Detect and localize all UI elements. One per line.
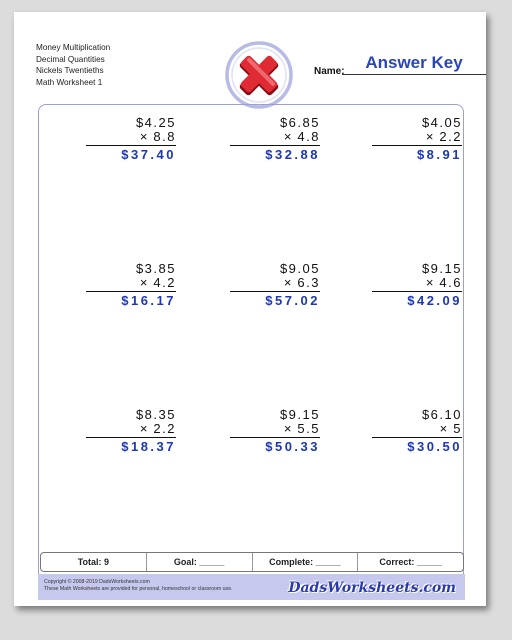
product-answer: $37.40 <box>121 147 176 162</box>
multiplier-row <box>86 130 176 144</box>
times-sign: × <box>425 275 434 290</box>
multiplicand: $6.85 <box>279 115 320 130</box>
times-sign: × <box>139 129 148 144</box>
red-x-icon <box>224 40 294 110</box>
problem-3 <box>372 116 462 162</box>
product-answer: $50.33 <box>265 439 320 454</box>
copyright-line-1: Copyright © 2008-2019 DadsWorksheets.com <box>44 579 150 585</box>
copyright-line-2: These Math Worksheets are provided for personal, homeschool or classroom use. <box>44 586 233 592</box>
goal-cell: Goal: _____ <box>147 553 253 571</box>
multiplier-row <box>230 130 320 144</box>
times-sign: × <box>283 129 292 144</box>
product-answer: $30.50 <box>407 439 462 454</box>
problem-8 <box>230 408 320 454</box>
multiplier: 4.2 <box>153 275 176 290</box>
product-answer: $32.88 <box>265 147 320 162</box>
title-line-4: Math Worksheet 1 <box>36 77 103 87</box>
answer-bar <box>372 145 462 146</box>
multiplier: 8.8 <box>153 129 176 144</box>
problem-1 <box>86 116 176 162</box>
title-line-2: Decimal Quantities <box>36 54 105 64</box>
times-sign: × <box>439 421 448 436</box>
times-sign: × <box>283 275 292 290</box>
problems-frame <box>38 104 464 590</box>
product-answer: $16.17 <box>121 293 176 308</box>
total-cell: Total: 9 <box>41 553 147 571</box>
complete-cell: Complete: _____ <box>253 553 359 571</box>
multiplier-row <box>372 130 462 144</box>
answer-bar <box>86 145 176 146</box>
answer-bar <box>230 437 320 438</box>
times-sign: × <box>425 129 434 144</box>
multiplier-row <box>372 276 462 290</box>
answer-key-text: Answer Key <box>365 53 463 72</box>
answer-bar <box>230 145 320 146</box>
answer-bar <box>86 437 176 438</box>
multiplier: 4.6 <box>439 275 462 290</box>
score-row <box>40 552 464 572</box>
problem-2 <box>230 116 320 162</box>
answer-bar <box>86 291 176 292</box>
answer-bar <box>372 291 462 292</box>
title-line-1: Money Multiplication <box>36 43 111 52</box>
product-answer: $8.91 <box>416 147 462 162</box>
multiplier-row <box>86 422 176 436</box>
multiplier: 6.3 <box>297 275 320 290</box>
product-answer: $57.02 <box>265 293 320 308</box>
worksheet-page <box>14 12 486 606</box>
multiplier: 2.2 <box>439 129 462 144</box>
multiplicand: $9.15 <box>421 261 462 276</box>
correct-cell: Correct: _____ <box>379 557 442 567</box>
multiplicand: $9.15 <box>279 407 320 422</box>
answer-bar <box>372 437 462 438</box>
problem-4 <box>86 262 176 308</box>
problem-6 <box>372 262 462 308</box>
multiplier: 5.5 <box>297 421 320 436</box>
problem-7 <box>86 408 176 454</box>
multiplier: 4.8 <box>297 129 320 144</box>
copyright-notice <box>44 579 232 593</box>
problem-5 <box>230 262 320 308</box>
problem-9 <box>372 408 462 454</box>
multiplicand: $9.05 <box>279 261 320 276</box>
title-line-3: Nickels Twentieths <box>36 66 104 75</box>
multiplier: 2.2 <box>153 421 176 436</box>
answer-bar <box>230 291 320 292</box>
multiplier-row <box>86 276 176 290</box>
product-answer: $42.09 <box>407 293 462 308</box>
times-sign: × <box>139 275 148 290</box>
multiplier-row <box>372 422 462 436</box>
multiplicand: $4.25 <box>135 115 176 130</box>
name-label: Name: <box>314 66 345 77</box>
multiplicand: $3.85 <box>135 261 176 276</box>
brand-logo: DadsWorksheets.com <box>288 580 456 596</box>
product-answer: $18.37 <box>121 439 176 454</box>
times-sign: × <box>283 421 292 436</box>
multiplier-row <box>230 422 320 436</box>
multiplier: 5 <box>453 421 462 436</box>
multiplicand: $8.35 <box>135 407 176 422</box>
name-underline <box>342 74 486 75</box>
multiplier-row <box>230 276 320 290</box>
times-sign: × <box>139 421 148 436</box>
worksheet-title-block <box>36 42 110 88</box>
multiplicand: $6.10 <box>421 407 462 422</box>
multiplicand: $4.05 <box>421 115 462 130</box>
